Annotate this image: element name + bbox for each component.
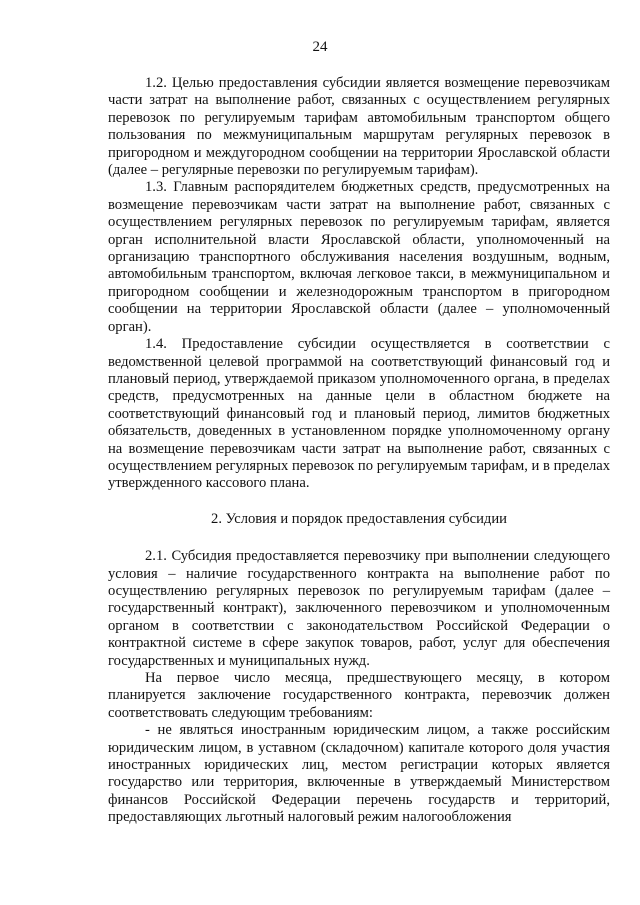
section-heading: 2. Условия и порядок предоставления субсидии <box>211 510 507 527</box>
paragraph-1-4: 1.4. Предоставление субсидии осуществляется в соответствии с ведомственной целевой программой на соответствующий финансовый год и плановый период, утверждаемой приказом уполномоченного органа, в пределах средств, предусмотренных на данные цели в областном бюджете на соответствующий финансовый год и плановый период, лимитов бюджетных обязательств, доведенных в установленном порядке уполномоченному органу на возмещение перевозчикам части затрат на выполнение работ, связанных с осуществлением регулярных перевозок по регулируемым тарифам, и в пределах утвержденного кассового плана. <box>108 336 610 492</box>
paragraph-requirement-item: - не являться иностранным юридическим лицом, а также российским юридическим лицом, в уставном (складочном) капитале которого доля участия иностранных юридических лиц, местом регистрации которых является государство или территория, включенные в утверждаемый Министерством финансов Российской Федерации перечень государств и территорий, предоставляющих льготный налоговый режим налогообложения <box>108 722 610 826</box>
document-body <box>108 75 610 827</box>
paragraph-requirements-intro: На первое число месяца, предшествующего месяцу, в котором планируется заключение государственного контракта, перевозчик должен соответствовать следующим требованиям: <box>108 670 610 721</box>
paragraph-1-3: 1.3. Главным распорядителем бюджетных средств, предусмотренных на возмещение перевозчикам части затрат на выполнение работ, связанных с осуществлением регулярных перевозок по регулируемым тарифам, является орган исполнительной власти Ярославской области, уполномоченный на организацию транспортного обслуживания населения воздушным, водным, автомобильным транспортом, включая легковое такси, в межмуниципальном и пригородном сообщении и железнодорожным транспортом в пригородном сообщении на территории Ярославской области (далее – уполномоченный орган). <box>108 179 610 335</box>
paragraph-2-1: 2.1. Субсидия предоставляется перевозчику при выполнении следующего условия – наличие государственного контракта на выполнение работ по осуществлению регулярных перевозок по регулируемым тарифам (далее – государственный контракт), заключенного перевозчиком и уполномоченным органом в соответствии с законодательством Российской Федерации о контрактной системе в сфере закупок товаров, работ, услуг для обеспечения государственных и муниципальных нужд. <box>108 548 610 669</box>
paragraph-1-2: 1.2. Целью предоставления субсидии является возмещение перевозчикам части затрат на выполнение работ, связанных с осуществлением регулярных перевозок по регулируемым тарифам автомобильным транспортом общего пользования по межмуниципальным маршрутам регулярных перевозок в пригородном и междугородном сообщении на территории Ярославской области (далее – регулярные перевозки по регулируемым тарифам). <box>108 75 610 179</box>
page-number: 24 <box>312 39 328 55</box>
